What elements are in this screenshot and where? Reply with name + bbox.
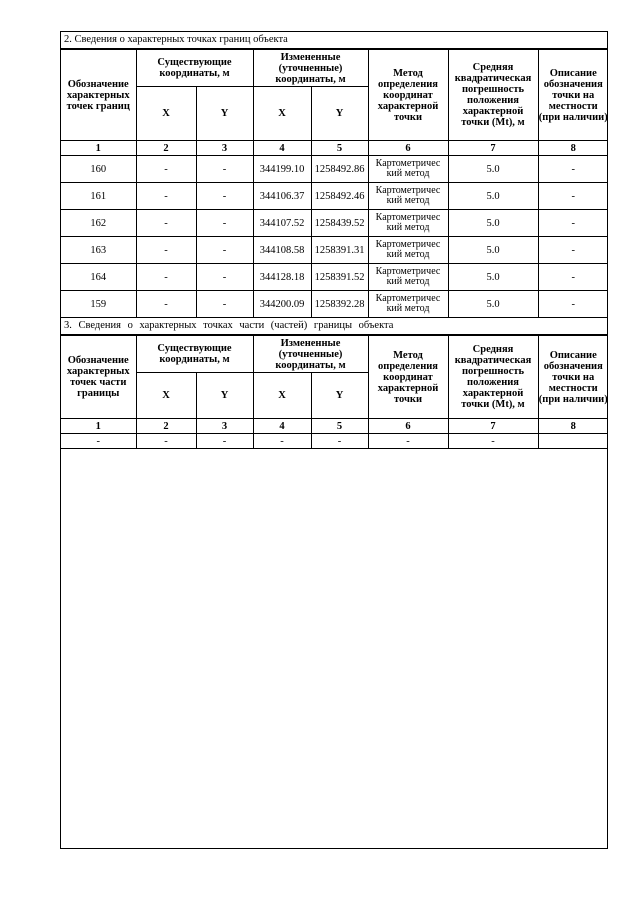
- cell-ex-y: -: [196, 210, 253, 237]
- cell-new-y: -: [311, 434, 368, 449]
- section2-rows: [61, 156, 608, 318]
- header-accuracy: Средняя квадратическая погрешность положения характерной точки (Mt), м: [448, 50, 538, 141]
- cell-new-x: 344199.10: [253, 156, 311, 183]
- cell-new-y: 1258492.86: [311, 156, 368, 183]
- cell-ex-y: -: [196, 156, 253, 183]
- cell-method: -: [368, 434, 448, 449]
- cell-point: 159: [61, 291, 136, 318]
- header-existing-x: X: [136, 373, 196, 419]
- header-changed-x: X: [253, 373, 311, 419]
- column-number: 4: [253, 141, 311, 156]
- cell-desc: -: [538, 156, 608, 183]
- column-number: 6: [368, 419, 448, 434]
- header-changed-y: Y: [311, 87, 368, 141]
- cell-desc: -: [538, 210, 608, 237]
- section3-table: [61, 335, 608, 449]
- cell-mt: 5.0: [448, 237, 538, 264]
- cell-new-x: 344107.52: [253, 210, 311, 237]
- cell-ex-y: -: [196, 291, 253, 318]
- cell-new-x: 344200.09: [253, 291, 311, 318]
- cell-ex-x: -: [136, 210, 196, 237]
- cell-ex-x: -: [136, 264, 196, 291]
- cell-new-x: 344128.18: [253, 264, 311, 291]
- header-changed-coords: Измененные (уточненные) координаты, м: [253, 336, 368, 373]
- header-accuracy: Средняя квадратическая погрешность положения характерной точки (Mt), м: [448, 336, 538, 419]
- header-method: Метод определения координат характерной точки: [368, 50, 448, 141]
- column-number: 3: [196, 141, 253, 156]
- header-changed-x: X: [253, 87, 311, 141]
- column-number: 1: [61, 141, 136, 156]
- table-row: [61, 434, 608, 449]
- header-description: Описание обозначения точки на местности (при наличии): [538, 50, 608, 141]
- table-row: [61, 210, 608, 237]
- cell-mt: 5.0: [448, 156, 538, 183]
- cell-new-y: 1258492.46: [311, 183, 368, 210]
- cell-point: -: [61, 434, 136, 449]
- cell-new-y: 1258391.31: [311, 237, 368, 264]
- cell-mt: 5.0: [448, 291, 538, 318]
- document-frame: [60, 31, 608, 849]
- header-designation: Обозначение характерных точек границ: [61, 50, 136, 141]
- cell-new-x: -: [253, 434, 311, 449]
- table-row: [61, 183, 608, 210]
- column-number: 7: [448, 419, 538, 434]
- cell-ex-x: -: [136, 156, 196, 183]
- table-row: [61, 237, 608, 264]
- header-existing-coords: Существующие координаты, м: [136, 50, 253, 87]
- cell-new-x: 344106.37: [253, 183, 311, 210]
- section3-rows: [61, 434, 608, 449]
- header-existing-y: Y: [196, 87, 253, 141]
- column-number: 4: [253, 419, 311, 434]
- cell-new-y: 1258392.28: [311, 291, 368, 318]
- cell-ex-x: -: [136, 237, 196, 264]
- header-changed-coords: Измененные (уточненные) координаты, м: [253, 50, 368, 87]
- cell-mt: -: [448, 434, 538, 449]
- header-existing-y: Y: [196, 373, 253, 419]
- section3-title: 3. Сведения о характерных точках части (частей) границы объекта: [61, 318, 607, 335]
- column-number: 3: [196, 419, 253, 434]
- cell-method: Картометричес кий метод: [368, 291, 448, 318]
- cell-method: Картометричес кий метод: [368, 237, 448, 264]
- cell-desc: [538, 434, 608, 449]
- column-number: 1: [61, 419, 136, 434]
- cell-point: 164: [61, 264, 136, 291]
- table-row: [61, 264, 608, 291]
- column-number: 2: [136, 419, 196, 434]
- column-number: 6: [368, 141, 448, 156]
- cell-desc: -: [538, 291, 608, 318]
- cell-desc: -: [538, 183, 608, 210]
- column-number: 8: [538, 141, 608, 156]
- cell-ex-y: -: [196, 264, 253, 291]
- cell-ex-y: -: [196, 237, 253, 264]
- column-number: 8: [538, 419, 608, 434]
- cell-point: 161: [61, 183, 136, 210]
- column-number: 2: [136, 141, 196, 156]
- cell-ex-y: -: [196, 434, 253, 449]
- cell-point: 162: [61, 210, 136, 237]
- cell-method: Картометричес кий метод: [368, 210, 448, 237]
- header-changed-y: Y: [311, 373, 368, 419]
- cell-method: Картометричес кий метод: [368, 264, 448, 291]
- cell-ex-x: -: [136, 183, 196, 210]
- cell-ex-y: -: [196, 183, 253, 210]
- header-description: Описание обозначения точки на местности (при наличии): [538, 336, 608, 419]
- cell-mt: 5.0: [448, 210, 538, 237]
- cell-new-y: 1258439.52: [311, 210, 368, 237]
- column-number: 5: [311, 141, 368, 156]
- section2-title: 2. Сведения о характерных точках границ объекта: [61, 32, 607, 49]
- section2-table: [61, 49, 608, 318]
- column-number: 5: [311, 419, 368, 434]
- cell-ex-x: -: [136, 291, 196, 318]
- header-method: Метод определения координат характерной точки: [368, 336, 448, 419]
- cell-new-y: 1258391.52: [311, 264, 368, 291]
- cell-desc: -: [538, 264, 608, 291]
- cell-point: 160: [61, 156, 136, 183]
- cell-mt: 5.0: [448, 264, 538, 291]
- table-row: [61, 291, 608, 318]
- column-number: 7: [448, 141, 538, 156]
- table-row: [61, 156, 608, 183]
- cell-point: 163: [61, 237, 136, 264]
- cell-method: Картометричес кий метод: [368, 183, 448, 210]
- header-designation: Обозначение характерных точек части границы: [61, 336, 136, 419]
- cell-method: Картометричес кий метод: [368, 156, 448, 183]
- header-existing-x: X: [136, 87, 196, 141]
- cell-mt: 5.0: [448, 183, 538, 210]
- header-existing-coords: Существующие координаты, м: [136, 336, 253, 373]
- cell-ex-x: -: [136, 434, 196, 449]
- cell-desc: -: [538, 237, 608, 264]
- cell-new-x: 344108.58: [253, 237, 311, 264]
